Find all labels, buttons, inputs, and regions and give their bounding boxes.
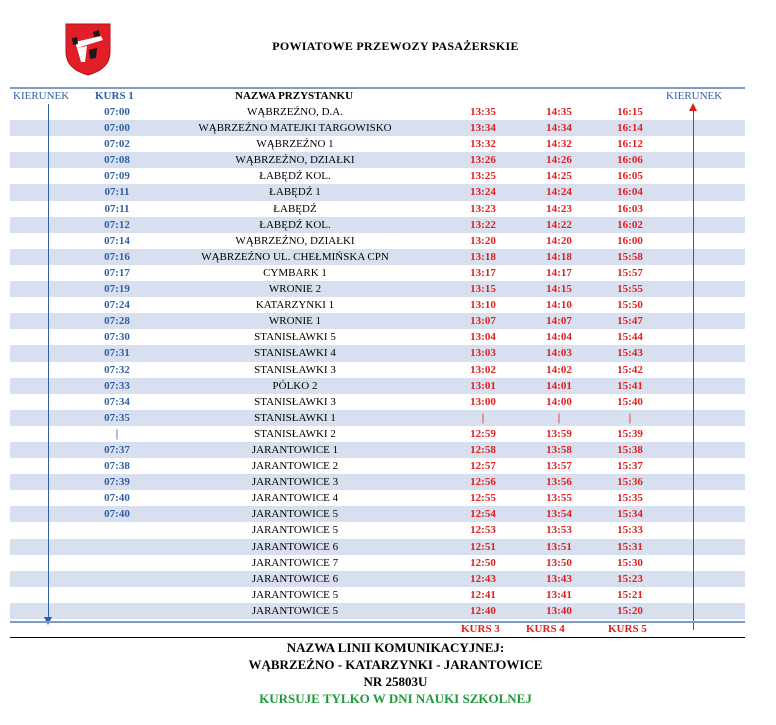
stop-name: JARANTOWICE 7 bbox=[251, 556, 339, 569]
kurs-5-time: 15:38 bbox=[617, 443, 643, 456]
stop-name: ŁABĘDŹ KOL. bbox=[259, 218, 331, 231]
kurs-1-time: 07:11 bbox=[104, 186, 130, 199]
kurs-1-time: 07:34 bbox=[104, 395, 130, 408]
kurs-4-time: 13:51 bbox=[546, 540, 572, 553]
kurs-4-time: 14:18 bbox=[546, 250, 572, 263]
kurs-4-time: | bbox=[557, 411, 561, 424]
line-name: WĄBRZEŹNO - KATARZYNKI - JARANTOWICE bbox=[248, 657, 543, 672]
kurs-3-time: 12:57 bbox=[470, 460, 496, 473]
kurs-3-time: | bbox=[481, 411, 485, 424]
stop-name: JARANTOWICE 5 bbox=[251, 588, 339, 601]
stop-name: ŁABĘDŹ 1 bbox=[269, 186, 321, 199]
table-row bbox=[10, 233, 745, 249]
kurs-4-time: 14:20 bbox=[546, 234, 572, 247]
kurs-4-time: 14:15 bbox=[546, 283, 572, 296]
kurs-1-time: 07:39 bbox=[104, 476, 130, 489]
kurs-1-time: 07:11 bbox=[104, 202, 130, 215]
table-row bbox=[10, 522, 745, 538]
kurs-3-time: 12:58 bbox=[470, 443, 496, 456]
stop-name: STANISŁAWKI 3 bbox=[254, 395, 336, 408]
table-row bbox=[10, 329, 745, 345]
kurs-3-time: 12:41 bbox=[470, 588, 496, 601]
table-row bbox=[10, 217, 745, 233]
stop-name: JARANTOWICE 2 bbox=[251, 460, 339, 473]
kurs-5-time: 15:31 bbox=[617, 540, 643, 553]
kurs-1-time: 07:19 bbox=[104, 283, 130, 296]
header-kurs-1: KURS 1 bbox=[95, 90, 134, 102]
kurs-1-time: 07:40 bbox=[104, 508, 130, 521]
kurs-5-time: 15:21 bbox=[617, 588, 643, 601]
table-row bbox=[10, 281, 745, 297]
kurs-4-time: 13:59 bbox=[546, 427, 572, 440]
kurs-1-time: 07:31 bbox=[104, 347, 130, 360]
table-row bbox=[10, 587, 745, 603]
kurs-4-time: 14:07 bbox=[546, 315, 572, 328]
kurs-1-time: 07:00 bbox=[104, 122, 130, 135]
kurs-4-time: 13:53 bbox=[546, 524, 572, 537]
kurs-4-time: 14:34 bbox=[546, 122, 572, 135]
stop-name: WĄBRZEŹNO, D.A. bbox=[247, 106, 343, 118]
kurs-1-time: 07:37 bbox=[104, 443, 130, 456]
footer-kurs-4: KURS 4 bbox=[526, 623, 565, 635]
kurs-1-time: 07:08 bbox=[104, 154, 130, 167]
kurs-5-time: 16:06 bbox=[617, 154, 643, 167]
kurs-5-time: | bbox=[628, 411, 632, 424]
stop-name: WRONIE 1 bbox=[268, 315, 322, 328]
table-row bbox=[10, 458, 745, 474]
kurs-4-time: 14:35 bbox=[546, 106, 572, 118]
kurs-1-time: 07:17 bbox=[104, 266, 130, 279]
line-number: NR 25803U bbox=[363, 674, 428, 689]
stop-name: KATARZYNKI 1 bbox=[255, 299, 335, 312]
footer-kurs-5: KURS 5 bbox=[608, 623, 647, 635]
kurs-4-time: 13:55 bbox=[546, 492, 572, 505]
kurs-4-time: 13:56 bbox=[546, 476, 572, 489]
kurs-5-time: 15:42 bbox=[617, 363, 643, 376]
table-row bbox=[10, 539, 745, 555]
stop-name: JARANTOWICE 1 bbox=[251, 443, 339, 456]
timetable-rows bbox=[10, 104, 745, 619]
kurs-4-time: 14:04 bbox=[546, 331, 572, 344]
kurs-1-time: 07:30 bbox=[104, 331, 130, 344]
kurs-4-time: 14:10 bbox=[546, 299, 572, 312]
stop-name: STANISŁAWKI 1 bbox=[254, 411, 336, 424]
kurs-1-time: 07:28 bbox=[104, 315, 130, 328]
kurs-5-time: 15:35 bbox=[617, 492, 643, 505]
stop-name: STANISŁAWKI 5 bbox=[254, 331, 336, 344]
kurs-4-time: 13:50 bbox=[546, 556, 572, 569]
stop-name: JARANTOWICE 6 bbox=[251, 572, 339, 585]
kurs-4-time: 14:26 bbox=[546, 154, 572, 167]
stop-name: ŁABĘDŹ KOL. bbox=[259, 170, 331, 183]
kurs-3-time: 13:00 bbox=[470, 395, 496, 408]
kurs-5-time: 15:30 bbox=[617, 556, 643, 569]
table-row bbox=[10, 313, 745, 329]
direction-down-arrow-line bbox=[48, 104, 49, 620]
kurs-5-time: 15:41 bbox=[617, 379, 643, 392]
kurs-4-time: 14:23 bbox=[546, 202, 572, 215]
kurs-1-time: 07:00 bbox=[104, 106, 130, 118]
kurs-3-time: 12:56 bbox=[470, 476, 496, 489]
kurs-4-time: 14:01 bbox=[546, 379, 572, 392]
table-row bbox=[10, 104, 745, 120]
kurs-5-time: 16:05 bbox=[617, 170, 643, 183]
kurs-5-time: 16:03 bbox=[617, 202, 643, 215]
kurs-1-time: 07:16 bbox=[104, 250, 130, 263]
direction-up-arrow-line bbox=[693, 110, 694, 630]
table-row bbox=[10, 184, 745, 200]
stop-name: WĄBRZEŹNO MATEJKI TARGOWISKO bbox=[198, 122, 392, 135]
kurs-5-time: 15:43 bbox=[617, 347, 643, 360]
table-row bbox=[10, 506, 745, 522]
table-row bbox=[10, 152, 745, 168]
table-row bbox=[10, 345, 745, 361]
table-row bbox=[10, 603, 745, 619]
table-row bbox=[10, 378, 745, 394]
kurs-5-time: 15:50 bbox=[617, 299, 643, 312]
kurs-3-time: 13:20 bbox=[470, 234, 496, 247]
kurs-3-time: 13:15 bbox=[470, 283, 496, 296]
kurs-3-time: 13:24 bbox=[470, 186, 496, 199]
kurs-3-time: 13:03 bbox=[470, 347, 496, 360]
kurs-3-time: 12:51 bbox=[470, 540, 496, 553]
table-row bbox=[10, 410, 745, 426]
kurs-4-time: 14:25 bbox=[546, 170, 572, 183]
arrow-up-icon bbox=[689, 103, 697, 111]
stop-name: JARANTOWICE 3 bbox=[251, 476, 339, 489]
kurs-5-time: 16:00 bbox=[617, 234, 643, 247]
kurs-5-time: 15:47 bbox=[617, 315, 643, 328]
kurs-3-time: 12:54 bbox=[470, 508, 496, 521]
kurs-5-time: 16:14 bbox=[617, 122, 643, 135]
kurs-4-time: 14:17 bbox=[546, 266, 572, 279]
kurs-3-time: 12:55 bbox=[470, 492, 496, 505]
kurs-4-time: 13:54 bbox=[546, 508, 572, 521]
table-row bbox=[10, 362, 745, 378]
kurs-5-time: 16:15 bbox=[617, 106, 643, 118]
table-row bbox=[10, 571, 745, 587]
stop-name: JARANTOWICE 4 bbox=[251, 492, 339, 505]
kurs-5-time: 15:23 bbox=[617, 572, 643, 585]
kurs-3-time: 13:01 bbox=[470, 379, 496, 392]
header-kierunek-left: KIERUNEK bbox=[13, 90, 70, 102]
stop-name: STANISŁAWKI 2 bbox=[254, 427, 336, 440]
stop-name: WĄBRZEŹNO 1 bbox=[256, 138, 334, 151]
kurs-3-time: 13:04 bbox=[470, 331, 496, 344]
kurs-5-time: 15:39 bbox=[617, 427, 643, 440]
table-row bbox=[10, 490, 745, 506]
kurs-1-time: 07:12 bbox=[104, 218, 130, 231]
kurs-1-time: | bbox=[115, 427, 119, 440]
kurs-4-time: 14:32 bbox=[546, 138, 572, 151]
line-label: NAZWA LINII KOMUNIKACYJNEJ: bbox=[286, 640, 505, 655]
kurs-3-time: 12:40 bbox=[470, 604, 496, 617]
kurs-5-time: 15:37 bbox=[617, 460, 643, 473]
kurs-3-time: 13:34 bbox=[470, 122, 496, 135]
kurs-1-time: 07:33 bbox=[104, 379, 130, 392]
page-title: POWIATOWE PRZEWOZY PASAŻERSKIE bbox=[272, 39, 519, 53]
stop-name: JARANTOWICE 5 bbox=[251, 604, 339, 617]
stop-name: STANISŁAWKI 4 bbox=[254, 347, 336, 360]
kurs-1-time: 07:02 bbox=[104, 138, 130, 151]
kurs-5-time: 15:57 bbox=[617, 266, 643, 279]
table-row bbox=[10, 265, 745, 281]
stop-name: CYMBARK 1 bbox=[263, 266, 327, 279]
kurs-3-time: 13:17 bbox=[470, 266, 496, 279]
kurs-5-time: 15:34 bbox=[617, 508, 643, 521]
kurs-4-time: 13:43 bbox=[546, 572, 572, 585]
table-row bbox=[10, 394, 745, 410]
table-row bbox=[10, 201, 745, 217]
kurs-1-time: 07:40 bbox=[104, 492, 130, 505]
kurs-4-time: 14:03 bbox=[546, 347, 572, 360]
kurs-4-time: 13:40 bbox=[546, 604, 572, 617]
stop-name: PÓLKO 2 bbox=[272, 379, 318, 392]
table-row bbox=[10, 442, 745, 458]
kurs-3-time: 13:22 bbox=[470, 218, 496, 231]
schedule-note: KURSUJE TYLKO W DNI NAUKI SZKOLNEJ bbox=[259, 691, 532, 706]
kurs-4-time: 13:58 bbox=[546, 443, 572, 456]
table-row bbox=[10, 120, 745, 136]
kurs-4-time: 14:02 bbox=[546, 363, 572, 376]
kurs-1-time: 07:14 bbox=[104, 234, 130, 247]
kurs-3-time: 13:35 bbox=[470, 106, 496, 118]
kurs-3-time: 13:07 bbox=[470, 315, 496, 328]
stop-name: ŁABĘDŹ bbox=[273, 202, 317, 215]
kurs-3-time: 13:25 bbox=[470, 170, 496, 183]
kurs-5-time: 16:04 bbox=[617, 186, 643, 199]
kurs-3-time: 13:02 bbox=[470, 363, 496, 376]
kurs-4-time: 13:57 bbox=[546, 460, 572, 473]
kurs-4-time: 14:24 bbox=[546, 186, 572, 199]
kurs-1-time: 07:35 bbox=[104, 411, 130, 424]
kurs-4-time: 14:00 bbox=[546, 395, 572, 408]
kurs-5-time: 15:36 bbox=[617, 476, 643, 489]
table-row bbox=[10, 297, 745, 313]
kurs-1-time: 07:32 bbox=[104, 363, 130, 376]
kurs-3-time: 13:10 bbox=[470, 299, 496, 312]
kurs-1-time: 07:24 bbox=[104, 299, 130, 312]
kurs-5-time: 15:44 bbox=[617, 331, 643, 344]
kurs-5-time: 15:58 bbox=[617, 250, 643, 263]
footer-kurs-labels bbox=[10, 622, 745, 636]
kurs-3-time: 12:59 bbox=[470, 427, 496, 440]
header-stop-name: NAZWA PRZYSTANKU bbox=[235, 90, 354, 102]
footer-kurs-3: KURS 3 bbox=[461, 623, 500, 635]
table-row bbox=[10, 426, 745, 442]
kurs-1-time: 07:38 bbox=[104, 460, 130, 473]
kurs-5-time: 15:55 bbox=[617, 283, 643, 296]
table-row bbox=[10, 168, 745, 184]
stop-name: WĄBRZEŹNO, DZIAŁKI bbox=[235, 234, 355, 247]
table-row bbox=[10, 136, 745, 152]
kurs-5-time: 15:40 bbox=[617, 395, 643, 408]
stop-name: JARANTOWICE 6 bbox=[251, 540, 339, 553]
header-kierunek-right: KIERUNEK bbox=[666, 90, 723, 102]
kurs-4-time: 13:41 bbox=[546, 588, 572, 601]
table-row bbox=[10, 555, 745, 571]
stop-name: WĄBRZEŹNO, DZIAŁKI bbox=[235, 154, 355, 167]
table-row bbox=[10, 249, 745, 265]
kurs-5-time: 15:33 bbox=[617, 524, 643, 537]
table-header bbox=[10, 89, 745, 103]
kurs-5-time: 16:02 bbox=[617, 218, 643, 231]
kurs-5-time: 15:20 bbox=[617, 604, 643, 617]
stop-name: WRONIE 2 bbox=[268, 283, 322, 296]
kurs-3-time: 13:23 bbox=[470, 202, 496, 215]
kurs-5-time: 16:12 bbox=[617, 138, 643, 151]
kurs-3-time: 13:32 bbox=[470, 138, 496, 151]
kurs-3-time: 12:43 bbox=[470, 572, 496, 585]
table-row bbox=[10, 474, 745, 490]
kurs-4-time: 14:22 bbox=[546, 218, 572, 231]
kurs-3-time: 12:50 bbox=[470, 556, 496, 569]
stop-name: STANISŁAWKI 3 bbox=[254, 363, 336, 376]
kurs-1-time: 07:09 bbox=[104, 170, 130, 183]
stop-name: WĄBRZEŹNO UL. CHEŁMIŃSKA CPN bbox=[201, 250, 389, 263]
stop-name: JARANTOWICE 5 bbox=[251, 508, 339, 521]
kurs-3-time: 13:18 bbox=[470, 250, 496, 263]
footer-rule bbox=[10, 637, 745, 638]
stop-name: JARANTOWICE 5 bbox=[251, 524, 339, 537]
kurs-3-time: 12:53 bbox=[470, 524, 496, 537]
kurs-3-time: 13:26 bbox=[470, 154, 496, 167]
